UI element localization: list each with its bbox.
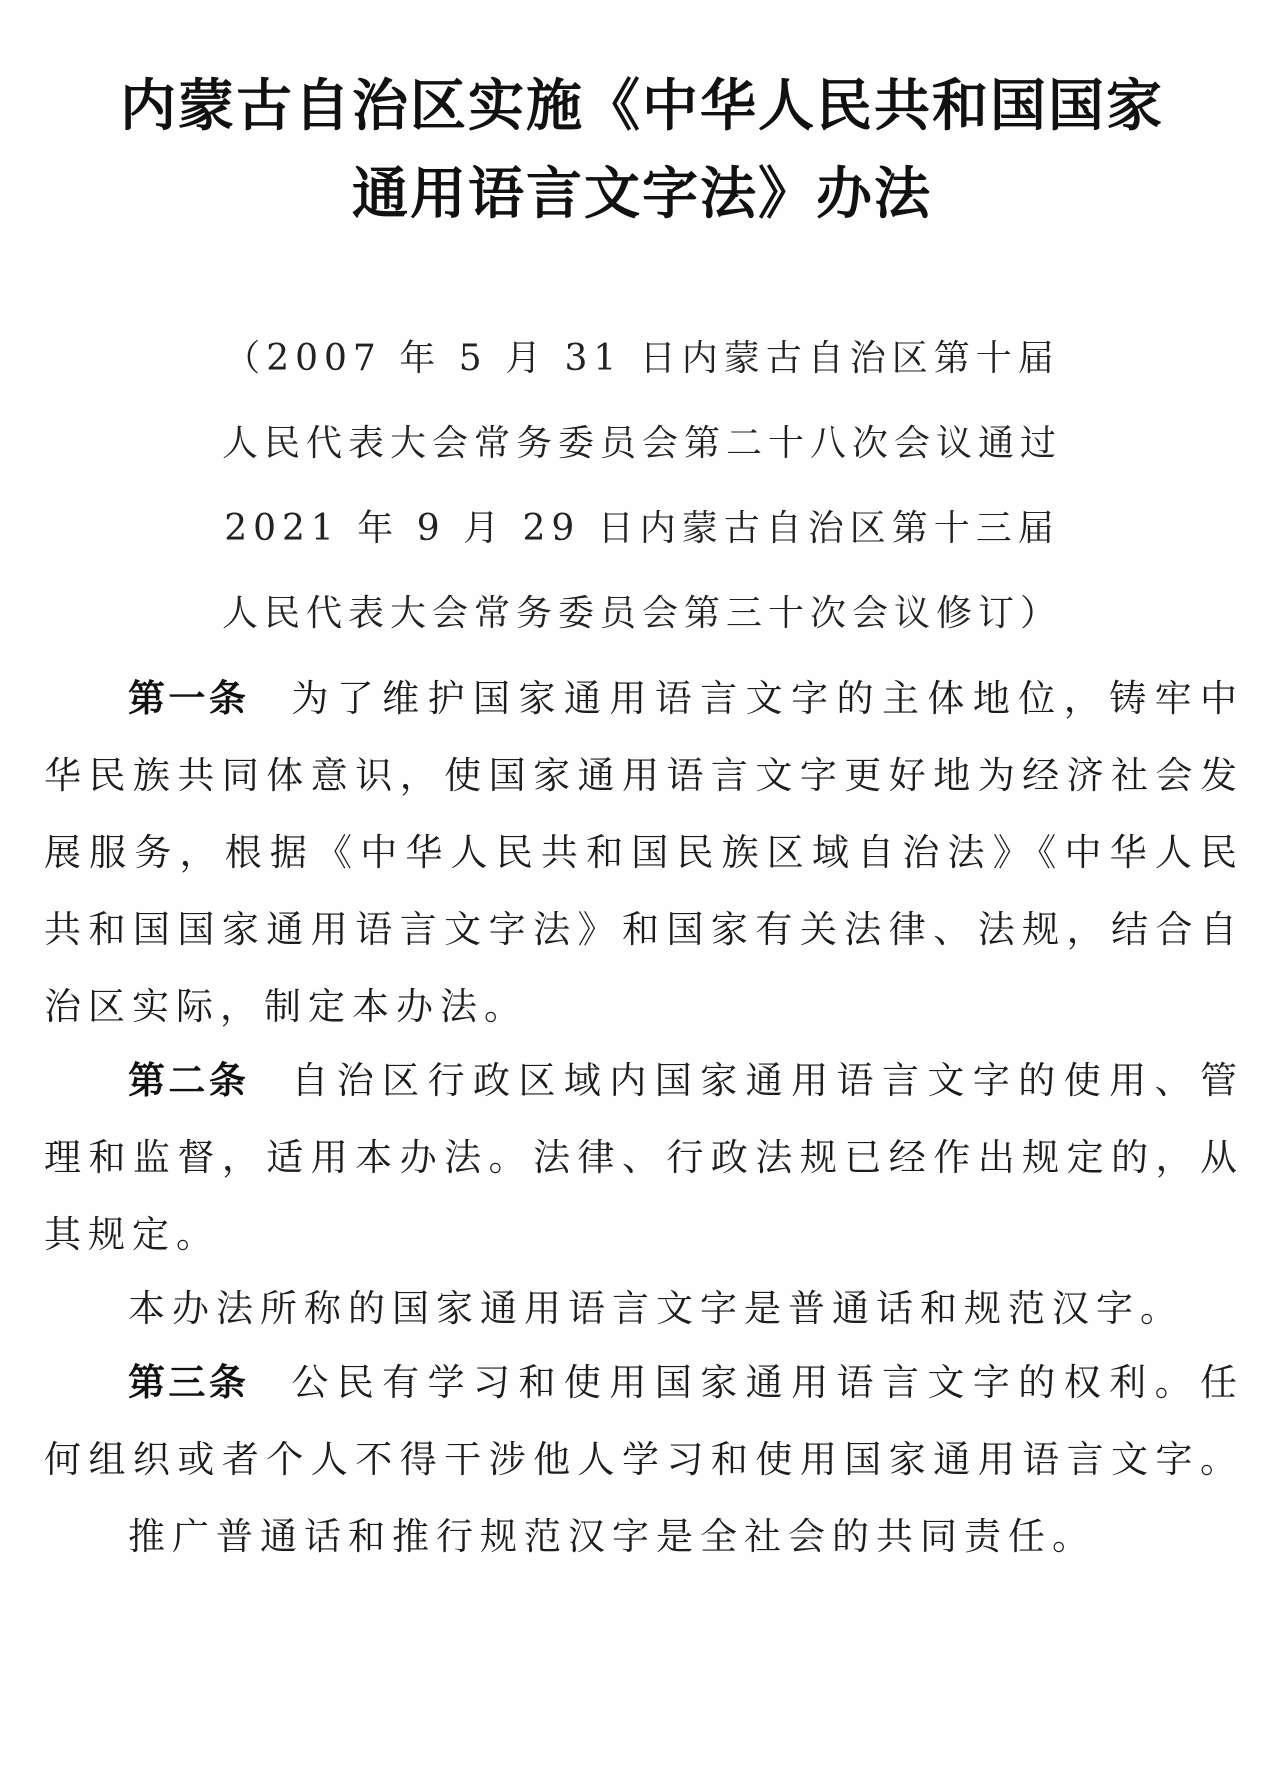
article-1-line-1 <box>128 668 1244 722</box>
article-3-text-1: 公民有学习和使用国家通用语言文字的权利。任 <box>291 1361 1245 1404</box>
adoption-note-line-1: （2007 年 5 月 31 日内蒙古自治区第十届 <box>224 338 1060 379</box>
article-1-text-1: 为了维护国家通用语言文字的主体地位，铸牢中 <box>291 677 1245 720</box>
article-3-line-1 <box>128 1352 1244 1406</box>
article-2-line-2: 理和监督，适用本办法。法律、行政法规已经作出规定的，从 <box>44 1136 1244 1179</box>
article-2-line-1 <box>128 1050 1244 1104</box>
article-1-line-3: 展服务，根据《中华人民共和国民族区域自治法》《中华人民 <box>44 831 1244 874</box>
article-1-line-2: 华民族共同体意识，使国家通用语言文字更好地为经济社会发 <box>44 754 1244 797</box>
article-3-line-2: 何组织或者个人不得干涉他人学习和使用国家通用语言文字。 <box>44 1438 1244 1481</box>
article-1-label: 第一条 <box>128 677 250 720</box>
document-title-line-1: 内蒙古自治区实施《中华人民共和国国家 <box>120 73 1164 139</box>
article-2-paragraph-2: 本办法所称的国家通用语言文字是普通话和规范汉字。 <box>128 1287 1184 1330</box>
article-3-paragraph-2: 推广普通话和推行规范汉字是全社会的共同责任。 <box>128 1515 1096 1558</box>
article-3-label: 第三条 <box>128 1361 250 1404</box>
article-1-line-5: 治区实际，制定本办法。 <box>44 985 528 1028</box>
article-2-line-3: 其规定。 <box>44 1213 220 1256</box>
adoption-note-line-2: 人民代表大会常务委员会第二十八次会议通过 <box>221 423 1062 464</box>
revision-note-line-2: 人民代表大会常务委员会第三十次会议修订） <box>221 593 1062 634</box>
document-title-line-2: 通用语言文字法》办法 <box>352 161 932 227</box>
article-2-label: 第二条 <box>128 1059 250 1102</box>
article-1-line-4: 共和国国家通用语言文字法》和国家有关法律、法规，结合自 <box>44 908 1244 951</box>
revision-note-line-1: 2021 年 9 月 29 日内蒙古自治区第十三届 <box>224 508 1060 549</box>
article-2-text-1: 自治区行政区域内国家通用语言文字的使用、管 <box>291 1059 1245 1102</box>
